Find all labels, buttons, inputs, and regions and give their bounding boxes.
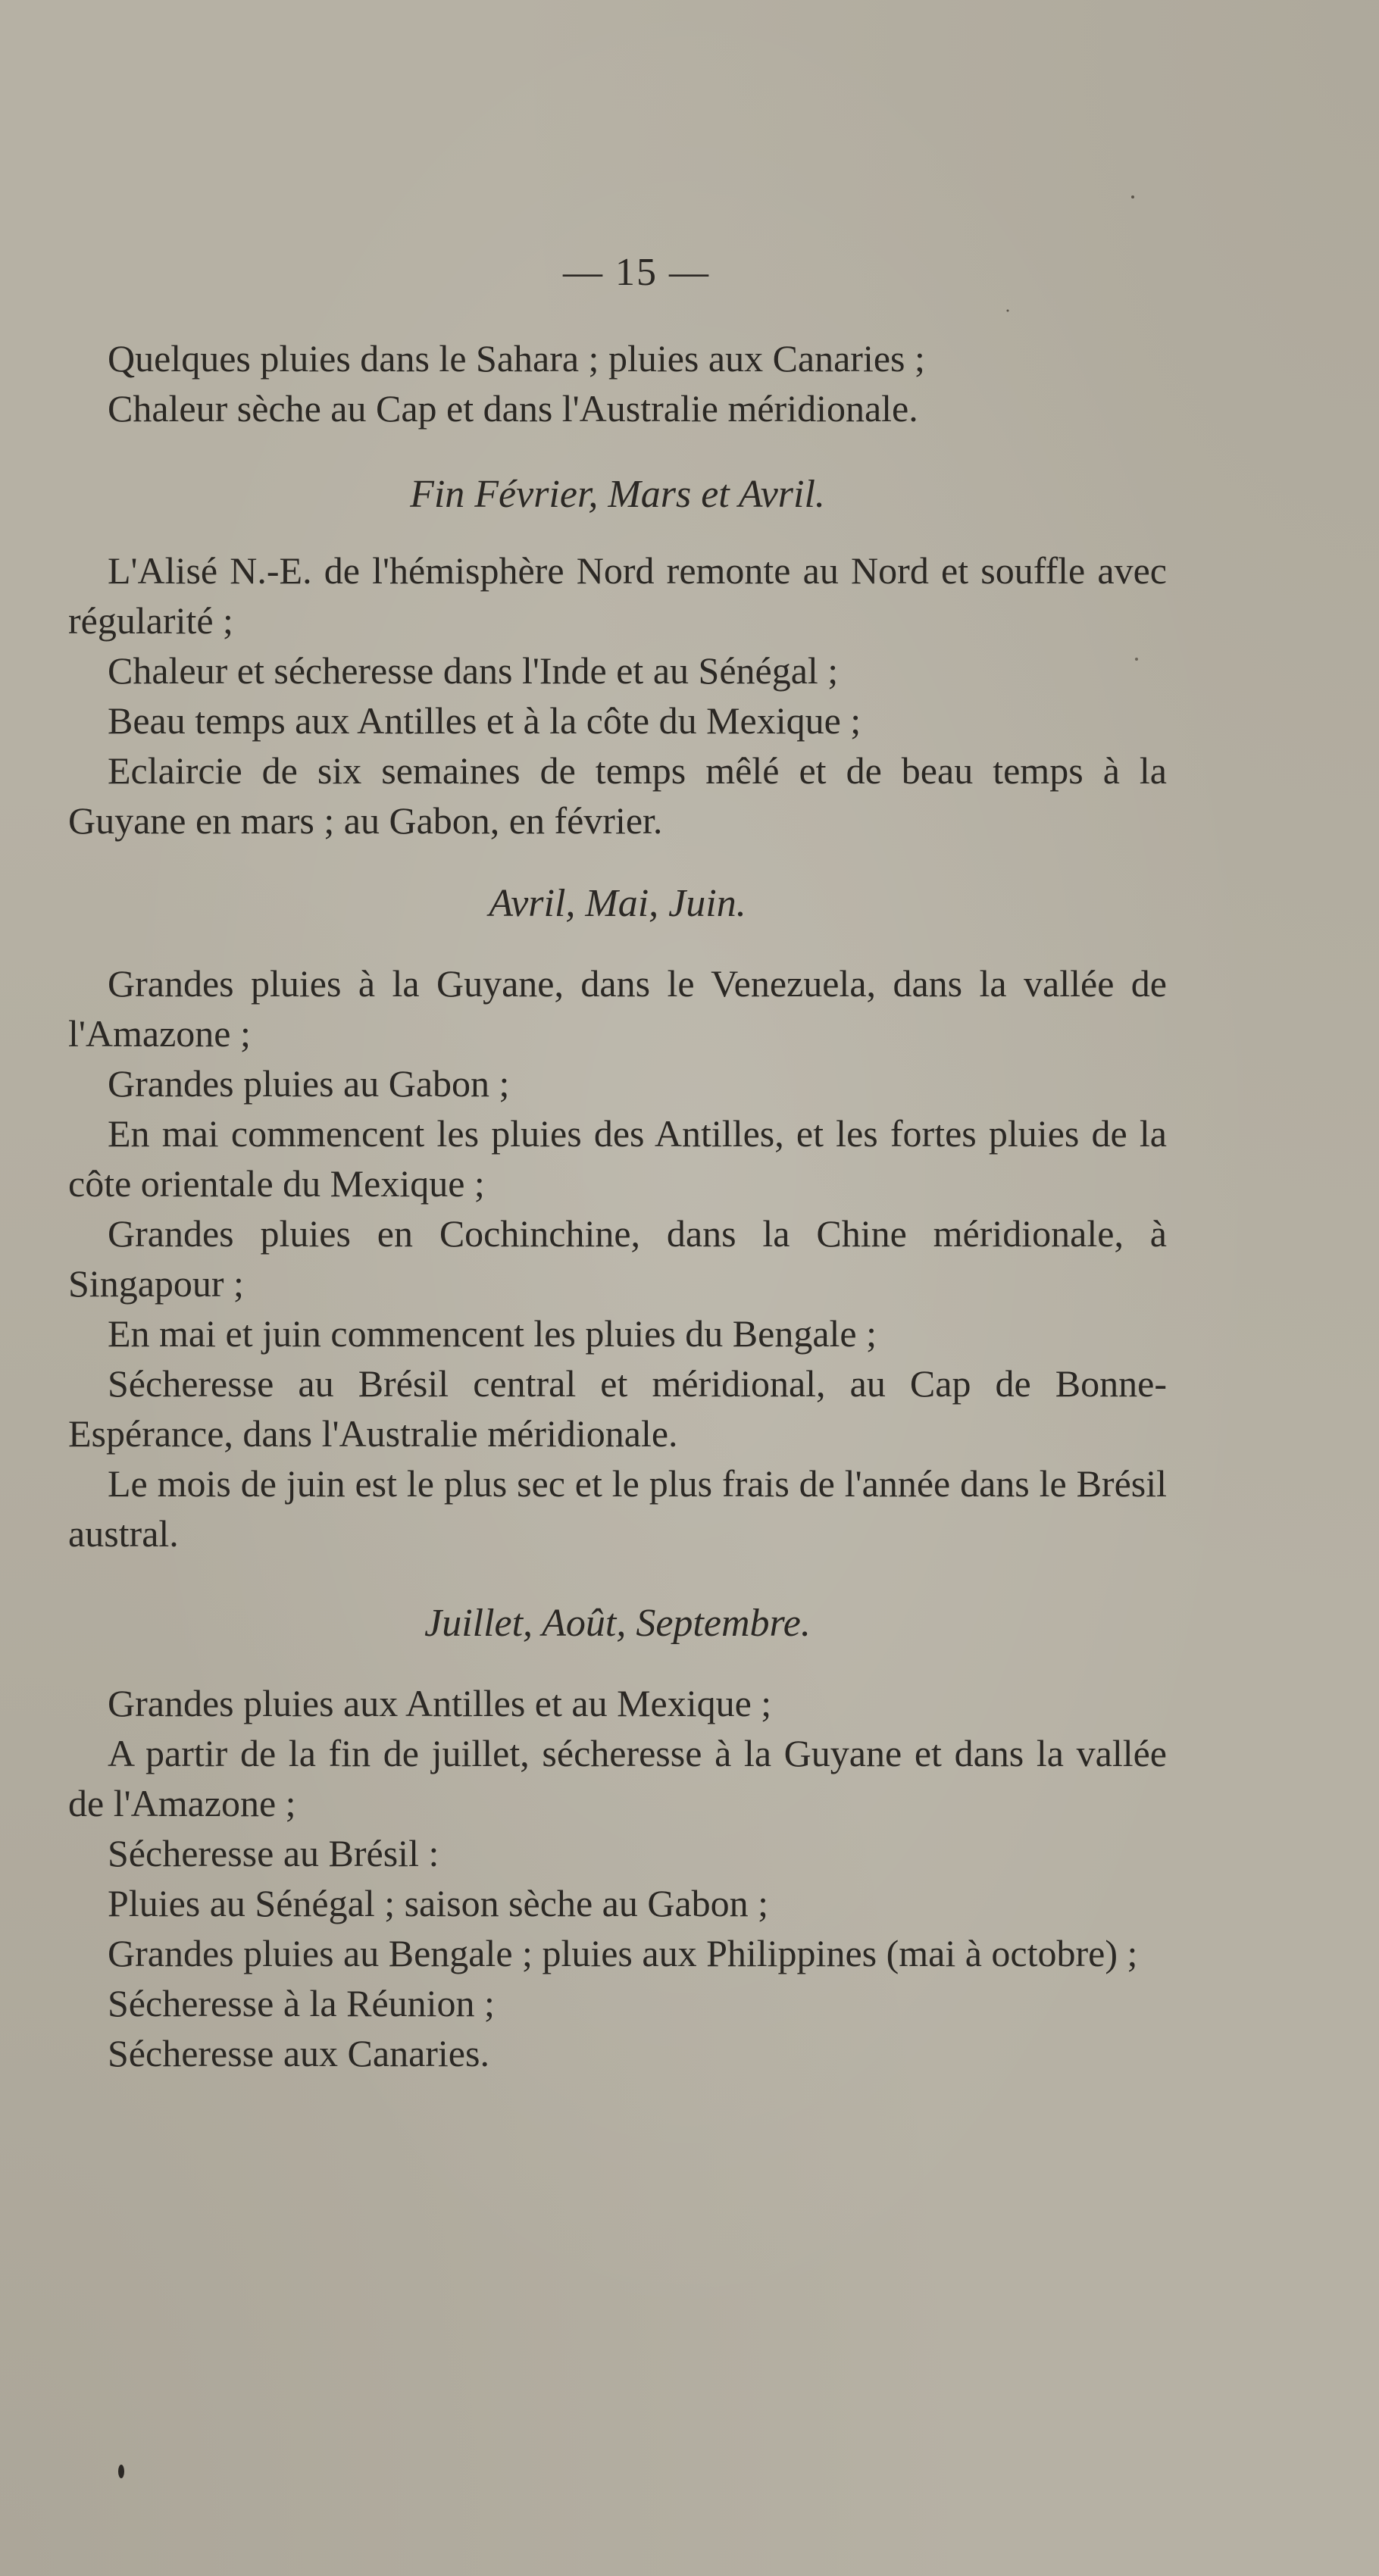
section-heading-apr-jun: Avril, Mai, Juin. <box>489 882 746 925</box>
paragraph: Quelques pluies dans le Sahara ; pluies aux Canaries ; <box>108 337 925 380</box>
paragraph: Grandes pluies à la Guyane, dans le Venezuela, dans la vallée de l'Amazone ; <box>68 962 1167 1055</box>
ink-speck <box>1131 195 1134 199</box>
ink-speck <box>118 2465 124 2478</box>
paragraph: Beau temps aux Antilles et à la côte du Mexique ; <box>108 699 861 742</box>
paragraph: Pluies au Sénégal ; saison sèche au Gabon ; <box>108 1882 769 1924</box>
paragraph: Grandes pluies au Bengale ; pluies aux Philippines (mai à octobre) ; <box>108 1932 1138 1974</box>
paragraph: Le mois de juin est le plus sec et le plus frais de l'année dans le Brésil austral. <box>68 1462 1167 1555</box>
section-heading-feb-apr: Fin Février, Mars et Avril. <box>410 473 825 516</box>
paragraph: A partir de la fin de juillet, sécheresse à la Guyane et dans la vallée de l'Amazone ; <box>68 1732 1167 1824</box>
paragraph: Sécheresse au Brésil : <box>108 1832 439 1874</box>
paragraph: Chaleur et sécheresse dans l'Inde et au Sénégal ; <box>108 649 839 692</box>
paragraph: Chaleur sèche au Cap et dans l'Australie méridionale. <box>108 387 918 430</box>
paragraph: Grandes pluies en Cochinchine, dans la Chine méridionale, à Singapour ; <box>68 1212 1167 1305</box>
section-heading-jul-sep: Juillet, Août, Septembre. <box>424 1602 811 1645</box>
ink-speck <box>1135 658 1138 661</box>
paragraph: Sécheresse au Brésil central et méridional, au Cap de Bonne-Espérance, dans l'Australie méridionale. <box>68 1362 1167 1455</box>
ink-speck <box>1007 310 1009 312</box>
paragraph: En mai et juin commencent les pluies du Bengale ; <box>108 1312 877 1355</box>
page-number: — 15 — <box>563 251 710 294</box>
paragraph: L'Alisé N.-E. de l'hémisphère Nord remonte au Nord et souffle avec régularité ; <box>68 549 1167 642</box>
paragraph: Sécheresse aux Canaries. <box>108 2032 489 2074</box>
paragraph: Grandes pluies au Gabon ; <box>108 1062 510 1105</box>
paragraph: En mai commencent les pluies des Antilles, et les fortes pluies de la côte orientale du Mexique ; <box>68 1112 1167 1205</box>
paragraph: Sécheresse à la Réunion ; <box>108 1982 495 2024</box>
paragraph: Eclaircie de six semaines de temps mêlé et de beau temps à la Guyane en mars ; au Gabon, en février. <box>68 749 1167 842</box>
paragraph: Grandes pluies aux Antilles et au Mexique ; <box>108 1682 772 1724</box>
